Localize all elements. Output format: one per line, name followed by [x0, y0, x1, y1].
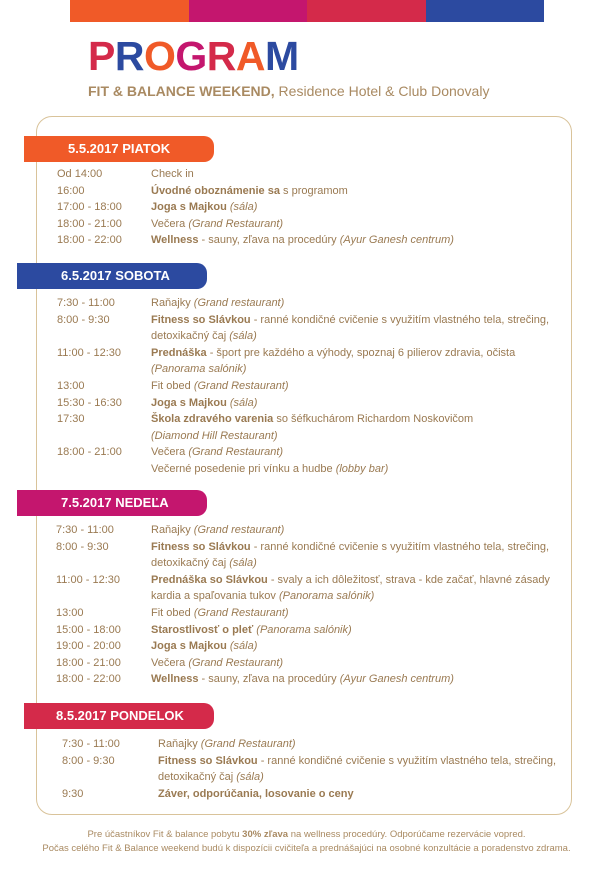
- activity-line: [158, 736, 296, 753]
- activity-text: Joga s Majkou: [151, 201, 227, 214]
- schedule-activity: [151, 539, 549, 572]
- activity-text: Wellness: [151, 234, 199, 247]
- activity-text: - svaly a ich dôležitosť, strava - kde začať, hlavné zásady: [267, 573, 550, 586]
- activity-text: Večerné posedenie pri vínku a hudbe: [151, 462, 336, 475]
- activity-line: [151, 166, 194, 183]
- schedule-activity: [151, 312, 549, 345]
- activity-line: [151, 232, 454, 249]
- schedule-activity: [158, 736, 296, 753]
- schedule-activity: [151, 605, 289, 622]
- activity-line: [151, 199, 257, 216]
- activity-text: Fitness so Slávkou: [151, 313, 251, 326]
- title-letter: P: [88, 33, 115, 79]
- day-header: 5.5.2017 PIATOK: [24, 136, 214, 162]
- activity-text: Fit obed: [151, 380, 194, 392]
- activity-text: (sála): [229, 330, 257, 343]
- activity-line: [151, 444, 388, 461]
- footer-line1-bold: 30% zľava: [242, 829, 289, 840]
- schedule-time: 13:00: [56, 607, 84, 619]
- activity-text: Joga s Majkou: [151, 396, 227, 409]
- schedule-activity: [151, 232, 454, 249]
- activity-text: (sála): [226, 396, 258, 409]
- schedule-activity: [151, 378, 289, 395]
- activity-text: (Grand Restaurant): [188, 656, 284, 669]
- subtitle-bold: FIT & BALANCE WEEKEND,: [88, 83, 275, 99]
- activity-line: [151, 378, 289, 395]
- activity-text: (Grand Restaurant): [188, 446, 284, 459]
- activity-line: [151, 605, 289, 622]
- activity-text: (Ayur Ganesh centrum): [339, 673, 454, 686]
- activity-line: [151, 312, 549, 329]
- activity-line: [151, 345, 515, 362]
- schedule-activity: [151, 166, 194, 183]
- activity-text: Večera: [151, 446, 189, 459]
- schedule-activity: [151, 638, 257, 655]
- activity-text: Starostlivosť o pleť: [151, 623, 254, 636]
- activity-text: Wellness: [151, 673, 199, 686]
- schedule-time: 13:00: [57, 380, 85, 392]
- activity-text: (sála): [226, 640, 258, 653]
- activity-line: [151, 411, 473, 428]
- color-stripe: [426, 0, 545, 22]
- schedule-time: 17:00 - 18:00: [57, 201, 122, 214]
- activity-line: [151, 522, 284, 539]
- activity-text: - ranné kondičné cvičenie s využitím vlastného tela, strečing,: [257, 754, 557, 767]
- schedule-time: 11:00 - 12:30: [56, 573, 121, 586]
- activity-text: Prednáška: [151, 346, 207, 359]
- activity-line: [151, 361, 515, 378]
- footer-line-1: [0, 829, 613, 840]
- activity-text: Raňajky: [151, 524, 194, 536]
- schedule-activity: [151, 199, 257, 216]
- schedule-time: 18:00 - 22:00: [56, 673, 121, 686]
- title-letter: M: [265, 33, 299, 79]
- activity-line: [158, 753, 556, 770]
- activity-text: (Ayur Ganesh centrum): [339, 234, 454, 247]
- schedule-activity: [151, 572, 550, 605]
- activity-text: - šport pre každého a výhody, spoznaj 6 pilierov zdravia, očista: [206, 346, 516, 359]
- top-color-bar: [70, 0, 544, 22]
- color-stripe: [189, 0, 308, 22]
- page-title: [88, 32, 299, 80]
- schedule-activity: [151, 444, 388, 477]
- schedule-time: 17:30: [57, 413, 85, 426]
- day-header: 6.5.2017 SOBOTA: [17, 263, 207, 289]
- page-subtitle: [88, 83, 489, 99]
- title-letter: G: [175, 33, 207, 79]
- schedule-time: 15:00 - 18:00: [56, 623, 121, 636]
- activity-text: Záver, odporúčania, losovanie o ceny: [158, 787, 354, 800]
- title-letter: R: [206, 33, 236, 79]
- schedule-time: 19:00 - 20:00: [56, 640, 121, 653]
- schedule-activity: [151, 655, 283, 672]
- activity-text: Škola zdravého varenia: [151, 413, 274, 426]
- color-stripe: [307, 0, 426, 22]
- activity-line: [151, 328, 549, 345]
- schedule-time: 18:00 - 22:00: [57, 234, 122, 247]
- schedule-time: 7:30 - 11:00: [57, 297, 115, 309]
- schedule-time: 15:30 - 16:30: [57, 396, 122, 409]
- schedule-activity: [151, 216, 283, 233]
- schedule-time: Od 14:00: [57, 168, 103, 180]
- activity-line: [151, 295, 284, 312]
- subtitle-rest: Residence Hotel & Club Donovaly: [274, 83, 490, 99]
- activity-line: [158, 769, 556, 786]
- activity-text: Fitness so Slávkou: [158, 754, 258, 767]
- activity-text: (sála): [229, 557, 257, 570]
- schedule-activity: [158, 786, 354, 803]
- schedule-time: 18:00 - 21:00: [57, 217, 122, 230]
- activity-text: Raňajky: [158, 738, 201, 750]
- activity-text: detoxikačný čaj: [151, 557, 230, 570]
- schedule-time: 8:00 - 9:30: [62, 754, 115, 767]
- schedule-activity: [151, 345, 515, 378]
- activity-text: (sála): [226, 201, 258, 214]
- schedule-time: 8:00 - 9:30: [56, 540, 109, 553]
- activity-text: Večera: [151, 217, 189, 230]
- activity-text: detoxikačný čaj: [158, 771, 237, 784]
- activity-text: (Grand restaurant): [193, 524, 285, 536]
- activity-line: [151, 395, 257, 412]
- schedule-time: 9:30: [62, 787, 84, 800]
- footer-line1-pre: Pre účastníkov Fit & balance pobytu: [87, 829, 243, 840]
- schedule-time: 11:00 - 12:30: [57, 346, 122, 359]
- activity-text: - ranné kondičné cvičenie s využitím vlastného tela, strečing,: [250, 540, 550, 553]
- activity-text: (Grand Restaurant): [188, 217, 284, 230]
- activity-text: - ranné kondičné cvičenie s využitím vlastného tela, strečing,: [250, 313, 550, 326]
- activity-text: detoxikačný čaj: [151, 330, 230, 343]
- activity-line: [151, 183, 348, 200]
- activity-line: [151, 622, 352, 639]
- schedule-activity: [151, 183, 348, 200]
- activity-text: kardia a spaľovania tukov: [151, 590, 279, 603]
- activity-text: Prednáška so Slávkou: [151, 573, 268, 586]
- title-letter: A: [235, 33, 265, 79]
- activity-line: [151, 216, 283, 233]
- activity-line: [151, 428, 473, 445]
- title-letter: O: [143, 33, 176, 79]
- day-header: 8.5.2017 PONDELOK: [24, 703, 214, 729]
- activity-text: (Diamond Hill Restaurant): [151, 429, 278, 442]
- activity-text: (Panorama salónik): [253, 623, 352, 636]
- schedule-activity: [151, 411, 473, 444]
- activity-line: [151, 461, 388, 478]
- activity-line: [151, 588, 550, 605]
- activity-text: so šéfkuchárom Richardom Noskovičom: [273, 413, 474, 426]
- activity-text: s programom: [279, 184, 348, 197]
- schedule-time: 7:30 - 11:00: [56, 524, 114, 536]
- schedule-activity: [151, 671, 454, 688]
- activity-text: (Grand Restaurant): [193, 607, 289, 619]
- schedule-activity: [151, 295, 284, 312]
- activity-text: (Panorama salónik): [151, 363, 247, 376]
- schedule-time: 16:00: [57, 184, 85, 197]
- footer-line-2: Počas celého Fit & Balance weekend budú k dispozícii cvičiteľa a prednášajúci na osobné konzultácie a poradenstvo zdrama.: [42, 843, 571, 854]
- schedule-activity: [151, 395, 257, 412]
- schedule-time: 18:00 - 21:00: [56, 656, 121, 669]
- activity-text: Check in: [151, 168, 194, 180]
- title-letter: R: [114, 33, 144, 79]
- activity-text: (sála): [236, 771, 264, 784]
- activity-line: [151, 539, 549, 556]
- schedule-activity: [151, 522, 284, 539]
- activity-text: (Grand Restaurant): [193, 380, 289, 392]
- activity-text: (lobby bar): [335, 462, 389, 475]
- activity-text: - sauny, zľava na procedúry: [198, 234, 340, 247]
- activity-text: (Grand Restaurant): [200, 738, 296, 750]
- activity-text: Fit obed: [151, 607, 194, 619]
- day-header: 7.5.2017 NEDEĽA: [17, 490, 207, 516]
- activity-text: Fitness so Slávkou: [151, 540, 251, 553]
- activity-line: [158, 786, 354, 803]
- activity-line: [151, 671, 454, 688]
- activity-line: [151, 555, 549, 572]
- activity-text: - sauny, zľava na procedúry: [198, 673, 340, 686]
- activity-text: (Grand restaurant): [193, 297, 285, 309]
- activity-line: [151, 572, 550, 589]
- schedule-activity: [158, 753, 556, 786]
- schedule-time: 8:00 - 9:30: [57, 313, 110, 326]
- activity-line: [151, 638, 257, 655]
- activity-text: Joga s Majkou: [151, 640, 227, 653]
- activity-text: Raňajky: [151, 297, 194, 309]
- schedule-time: 7:30 - 11:00: [62, 738, 120, 750]
- activity-text: Večera: [151, 656, 189, 669]
- footer-line1-post: na wellness procedúry. Odporúčame rezervácie vopred.: [288, 829, 526, 840]
- color-stripe: [70, 0, 189, 22]
- schedule-activity: [151, 622, 352, 639]
- activity-line: [151, 655, 283, 672]
- activity-text: (Panorama salónik): [278, 590, 375, 603]
- schedule-time: 18:00 - 21:00: [57, 446, 122, 459]
- activity-text: Úvodné oboznámenie sa: [151, 184, 280, 197]
